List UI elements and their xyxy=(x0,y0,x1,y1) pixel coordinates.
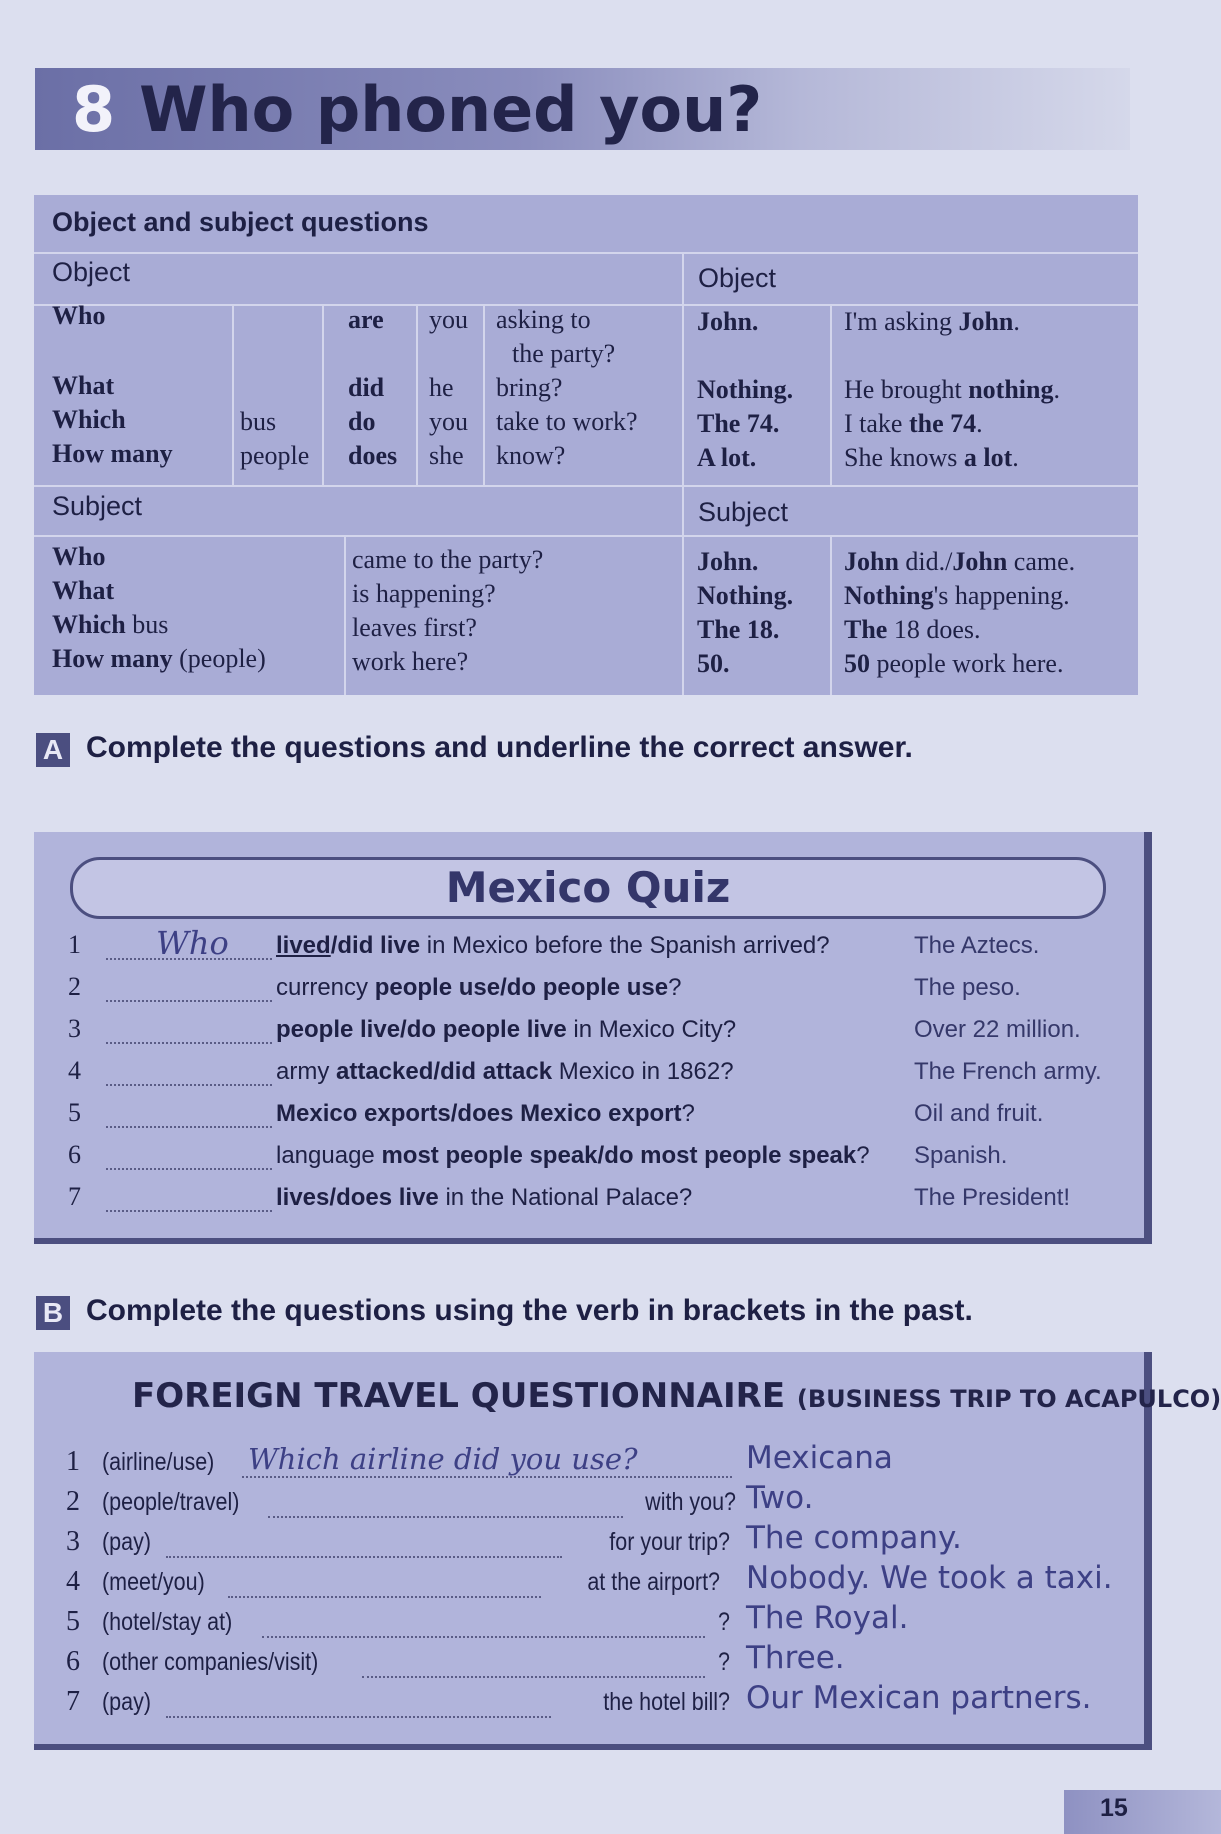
questionnaire-title-sub: (BUSINESS TRIP TO ACAPULCO) xyxy=(796,1385,1221,1413)
question-rest: work here? xyxy=(352,647,469,676)
quiz-option[interactable]: do most people speak xyxy=(604,1142,857,1169)
questionnaire-handwritten-answer: Mexicana xyxy=(746,1440,893,1476)
grammar-divider xyxy=(682,252,684,695)
quiz-answer: The French army. xyxy=(914,1058,1102,1085)
questionnaire-item-number: 5 xyxy=(66,1606,80,1637)
questionnaire-handwritten-answer: Nobody. We took a taxi. xyxy=(746,1560,1113,1596)
short-answer: Nothing. xyxy=(697,375,794,404)
questionnaire-ending: at the airport? xyxy=(587,1568,720,1596)
quiz-blank[interactable] xyxy=(106,1168,272,1170)
quiz-option[interactable]: people live xyxy=(276,1016,401,1043)
question-rest: know? xyxy=(496,441,566,470)
short-answer: 50. xyxy=(697,649,730,678)
wh-word: How many (people) xyxy=(52,644,266,673)
wh-word: What xyxy=(52,371,115,400)
questionnaire-item-number: 4 xyxy=(66,1566,80,1597)
quiz-answer: The peso. xyxy=(914,974,1021,1001)
short-answer: Nothing. xyxy=(697,581,794,610)
full-answer: He brought nothing. xyxy=(844,375,1060,404)
questionnaire-blank[interactable] xyxy=(166,1716,551,1718)
questionnaire-blank[interactable] xyxy=(242,1476,732,1478)
grammar-divider xyxy=(830,535,832,695)
questionnaire-item-number: 6 xyxy=(66,1646,80,1677)
quiz-option[interactable]: does live xyxy=(336,1184,439,1211)
short-answer: John. xyxy=(697,307,759,336)
quiz-option[interactable]: Mexico exports xyxy=(276,1100,451,1127)
questionnaire-prompt: (airline/use) xyxy=(102,1448,215,1476)
unit-number: 8 xyxy=(72,73,116,146)
quiz-item-number: 1 xyxy=(68,930,81,959)
page-number: 15 xyxy=(1100,1794,1128,1822)
auxiliary: did xyxy=(348,373,385,402)
subject-word: he xyxy=(429,373,454,402)
questionnaire-prompt: (other companies/visit) xyxy=(102,1648,319,1676)
section-a-instruction: Complete the questions and underline the correct answer. xyxy=(86,731,913,764)
section-b-letter: B xyxy=(36,1296,70,1330)
quiz-item-number: 5 xyxy=(68,1098,81,1127)
short-answer: The 18. xyxy=(697,615,780,644)
quiz-handwritten-answer: Who xyxy=(156,924,229,962)
grammar-divider xyxy=(34,535,1138,537)
question-rest: bring? xyxy=(496,373,563,402)
quiz-blank[interactable] xyxy=(106,1126,272,1128)
short-answer: A lot. xyxy=(697,443,757,472)
full-answer: The 18 does. xyxy=(844,615,981,644)
questionnaire-ending: ? xyxy=(718,1608,730,1636)
quiz-question: language most people speak/do most people speak? xyxy=(276,1142,870,1169)
questionnaire-handwritten-answer: Two. xyxy=(746,1480,814,1516)
grammar-table xyxy=(34,195,1138,695)
quiz-option[interactable]: do people use xyxy=(506,974,669,1001)
grammar-divider xyxy=(34,252,1138,254)
quiz-question: army attacked/did attack Mexico in 1862? xyxy=(276,1058,734,1085)
quiz-question: currency people use/do people use? xyxy=(276,974,682,1001)
full-answer: She knows a lot. xyxy=(844,443,1019,472)
quiz-answer: Spanish. xyxy=(914,1142,1008,1169)
auxiliary: does xyxy=(348,441,398,470)
quiz-item-number: 3 xyxy=(68,1014,81,1043)
quiz-item-number: 4 xyxy=(68,1056,81,1085)
grammar-divider xyxy=(232,304,234,485)
grammar-divider xyxy=(322,304,324,485)
subject-word: you xyxy=(429,305,468,334)
quiz-answer: The Aztecs. xyxy=(914,932,1040,959)
page-number-tab xyxy=(1064,1790,1221,1834)
questionnaire-prompt: (pay) xyxy=(102,1688,151,1716)
questionnaire-prompt: (pay) xyxy=(102,1528,151,1556)
questionnaire-item-number: 7 xyxy=(66,1686,80,1717)
grammar-divider xyxy=(416,304,418,485)
questionnaire-title xyxy=(132,1376,1221,1416)
quiz-option[interactable]: does Mexico export xyxy=(457,1100,682,1127)
quiz-blank[interactable] xyxy=(106,1000,272,1002)
question-rest: asking to xyxy=(496,305,591,334)
full-answer: I take the 74. xyxy=(844,409,983,438)
questionnaire-prompt: (hotel/stay at) xyxy=(102,1608,233,1636)
grammar-divider xyxy=(34,485,1138,487)
questionnaire-handwritten-answer: Three. xyxy=(746,1640,845,1676)
quiz-item-number: 2 xyxy=(68,972,81,1001)
quiz-item-number: 7 xyxy=(68,1182,81,1211)
questionnaire-ending: for your trip? xyxy=(609,1528,730,1556)
grammar-divider xyxy=(830,304,832,485)
questionnaire-ending: the hotel bill? xyxy=(603,1688,730,1716)
full-answer: Nothing's happening. xyxy=(844,581,1070,610)
questionnaire-handwritten-answer: The company. xyxy=(746,1520,962,1556)
full-answer: 50 people work here. xyxy=(844,649,1064,678)
section-a-letter: A xyxy=(36,733,70,767)
questionnaire-ending: ? xyxy=(718,1648,730,1676)
question-rest: the party? xyxy=(512,339,616,368)
wh-word: What xyxy=(52,576,115,605)
questionnaire-handwritten-question: Which airline did you use? xyxy=(248,1442,638,1476)
question-rest: leaves first? xyxy=(352,613,477,642)
full-answer: I'm asking John. xyxy=(844,307,1020,336)
quiz-option[interactable]: most people speak xyxy=(381,1142,598,1169)
questionnaire-prompt: (meet/you) xyxy=(102,1568,205,1596)
questionnaire-prompt: (people/travel) xyxy=(102,1488,240,1516)
section-b-instruction: Complete the questions using the verb in brackets in the past. xyxy=(86,1294,973,1327)
unit-title-text: Who phoned you? xyxy=(139,73,763,146)
quiz-blank[interactable] xyxy=(106,1042,272,1044)
quiz-blank[interactable] xyxy=(106,1084,272,1086)
quiz-option[interactable]: did attack xyxy=(440,1058,553,1085)
questionnaire-ending: with you? xyxy=(645,1488,736,1516)
questionnaire-handwritten-answer: Our Mexican partners. xyxy=(746,1680,1092,1716)
question-rest: is happening? xyxy=(352,579,496,608)
wh-word: Which xyxy=(52,405,126,434)
wh-word: How many xyxy=(52,439,173,468)
object-label: Object xyxy=(698,263,777,293)
full-answer: John did./John came. xyxy=(844,547,1076,576)
quiz-answer: Oil and fruit. xyxy=(914,1100,1044,1127)
quiz-option[interactable]: did live xyxy=(337,932,421,959)
question-rest: take to work? xyxy=(496,407,638,436)
subject-label: Subject xyxy=(698,497,789,527)
questionnaire-blank[interactable] xyxy=(166,1556,562,1558)
wh-word: Which bus xyxy=(52,610,169,639)
questionnaire-item-number: 2 xyxy=(66,1486,80,1517)
subject-word: you xyxy=(429,407,468,436)
quiz-option[interactable]: do people live xyxy=(406,1016,567,1043)
quiz-option[interactable]: lives xyxy=(276,1184,330,1211)
quiz-blank[interactable] xyxy=(106,1210,272,1212)
questionnaire-handwritten-answer: The Royal. xyxy=(746,1600,909,1636)
questionnaire-blank[interactable] xyxy=(228,1596,541,1598)
wh-word: Who xyxy=(52,301,106,330)
quiz-option[interactable]: lived xyxy=(276,932,331,959)
grammar-divider xyxy=(344,535,346,695)
noun-word: bus xyxy=(240,407,277,436)
quiz-option[interactable]: people use xyxy=(374,974,501,1001)
short-answer: The 74. xyxy=(697,409,780,438)
grammar-heading: Object and subject questions xyxy=(52,207,429,237)
questionnaire-title-main: FOREIGN TRAVEL QUESTIONNAIRE xyxy=(132,1376,786,1416)
question-rest: came to the party? xyxy=(352,545,544,574)
quiz-question: people live/do people live in Mexico City? xyxy=(276,1016,737,1043)
auxiliary: are xyxy=(348,305,384,334)
questionnaire-item-number: 3 xyxy=(66,1526,80,1557)
questionnaire-item-number: 1 xyxy=(66,1446,80,1477)
noun-word: people xyxy=(240,441,310,470)
object-label: Object xyxy=(52,257,131,287)
auxiliary: do xyxy=(348,407,376,436)
quiz-answer: The President! xyxy=(914,1184,1071,1211)
grammar-divider xyxy=(483,304,485,485)
quiz-item-number: 6 xyxy=(68,1140,81,1169)
quiz-question: lives/does live in the National Palace? xyxy=(276,1184,693,1211)
quiz-option[interactable]: attacked xyxy=(336,1058,434,1085)
quiz-answer: Over 22 million. xyxy=(914,1016,1081,1043)
subject-word: she xyxy=(429,441,464,470)
quiz-question: lived/did live in Mexico before the Spanish arrived? xyxy=(276,932,830,959)
wh-word: Who xyxy=(52,542,106,571)
unit-title xyxy=(72,72,762,148)
subject-label: Subject xyxy=(52,491,143,521)
short-answer: John. xyxy=(697,547,759,576)
quiz-question: Mexico exports/does Mexico export? xyxy=(276,1100,695,1127)
quiz-title: Mexico Quiz xyxy=(445,863,731,912)
